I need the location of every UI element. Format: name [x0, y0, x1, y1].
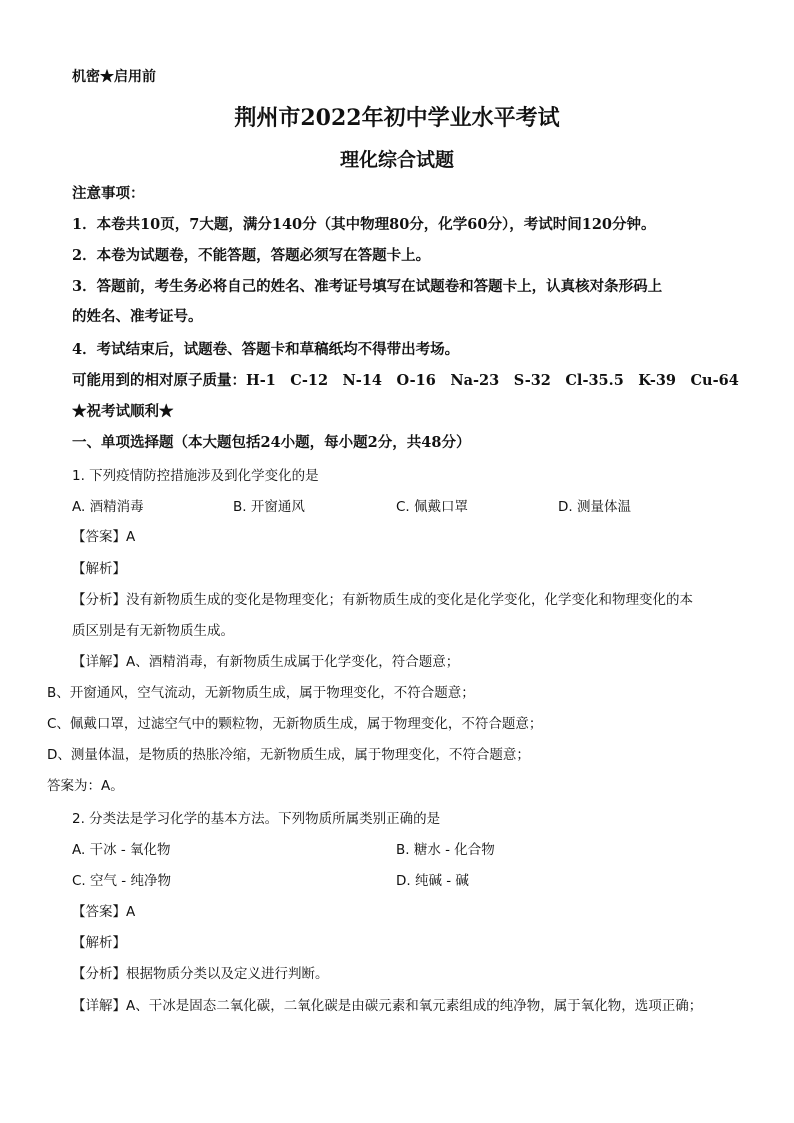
xiangjie-a: A、干冰是固态二氧化碳，二氧化碳是由碳元素和氧元素组成的纯净物，属于氧化物，选项正确；: [126, 998, 703, 1014]
q1-xiangjie-d: D、测量体温，是物质的热胀冷缩，无新物质生成，属于物理变化，不符合题意；: [47, 747, 530, 763]
q2-option-b: B. 糖水 - 化合物: [396, 842, 495, 858]
q2-analysis-tag: 【解析】: [72, 935, 126, 951]
fenxi-text: 没有新物质生成的变化是物理变化；有新物质生成的变化是化学变化，化学变化和物理变化的本: [126, 592, 693, 608]
notes-heading: 注意事项：: [72, 185, 145, 202]
answer-value: A: [126, 529, 136, 545]
answer-tag: 【答案】: [72, 529, 126, 545]
confidential-label: 机密★启用前: [72, 69, 156, 85]
q1-answer: [72, 525, 135, 545]
q1-option-c: C. 佩戴口罩: [396, 499, 469, 515]
fenxi-tag: 【分析】: [72, 592, 126, 608]
q2-answer: [72, 900, 135, 920]
note-1: 1．本卷共10页，7大题，满分140分（其中物理80分，化学60分），考试时间120分钟。: [72, 216, 656, 233]
section-heading: 一、单项选择题（本大题包括24小题，每小题2分，共48分）: [72, 434, 471, 451]
page-title: 荆州市2022年初中学业水平考试: [234, 105, 560, 131]
q1-xiangjie: [72, 650, 459, 670]
q1-fenxi: [72, 588, 693, 608]
q1-option-b: B. 开窗通风: [233, 499, 305, 515]
answer-tag: 【答案】: [72, 904, 126, 920]
note-2: 2．本卷为试题卷，不能答题，答题必须写在答题卡上。: [72, 247, 431, 264]
q1-conclusion: 答案为：A。: [47, 778, 124, 794]
q1-option-a: A. 酒精消毒: [72, 499, 144, 515]
fenxi-tag: 【分析】: [72, 966, 126, 982]
question-1-stem: 1. 下列疫情防控措施涉及到化学变化的是: [72, 468, 319, 484]
note-3-cont: 的姓名、准考证号。: [72, 308, 203, 325]
q1-fenxi-cont: 质区别是有无新物质生成。: [72, 623, 234, 639]
atomic-masses: 可能用到的相对原子质量：H-1 C-12 N-14 O-16 Na-23 S-32 Cl-35.5 K-39 Cu-64: [72, 372, 739, 389]
q1-xiangjie-b: B、开窗通风，空气流动，无新物质生成，属于物理变化，不符合题意；: [47, 685, 475, 701]
xiangjie-tag: 【详解】: [72, 998, 126, 1014]
q1-option-d: D. 测量体温: [558, 499, 631, 515]
q2-fenxi: [72, 962, 329, 982]
q1-analysis-tag: 【解析】: [72, 561, 126, 577]
question-2-stem: 2. 分类法是学习化学的基本方法。下列物质所属类别正确的是: [72, 811, 441, 827]
fenxi-text: 根据物质分类以及定义进行判断。: [126, 966, 329, 982]
q2-xiangjie: [72, 994, 702, 1014]
q2-option-c: C. 空气 - 纯净物: [72, 873, 171, 889]
note-3: 3．答题前，考生务必将自己的姓名、准考证号填写在试题卷和答题卡上，认真核对条形码上: [72, 278, 663, 295]
page-subtitle: 理化综合试题: [339, 149, 454, 171]
xiangjie-a: A、酒精消毒，有新物质生成属于化学变化，符合题意；: [126, 654, 460, 670]
good-luck: ★祝考试顺利★: [72, 403, 174, 420]
q2-option-d: D. 纯碱 - 碱: [396, 873, 469, 889]
xiangjie-tag: 【详解】: [72, 654, 126, 670]
q1-xiangjie-c: C、佩戴口罩，过滤空气中的颗粒物，无新物质生成，属于物理变化，不符合题意；: [47, 716, 543, 732]
answer-value: A: [126, 904, 136, 920]
q2-option-a: A. 干冰 - 氧化物: [72, 842, 171, 858]
note-4: 4．考试结束后，试题卷、答题卡和草稿纸均不得带出考场。: [72, 341, 460, 358]
